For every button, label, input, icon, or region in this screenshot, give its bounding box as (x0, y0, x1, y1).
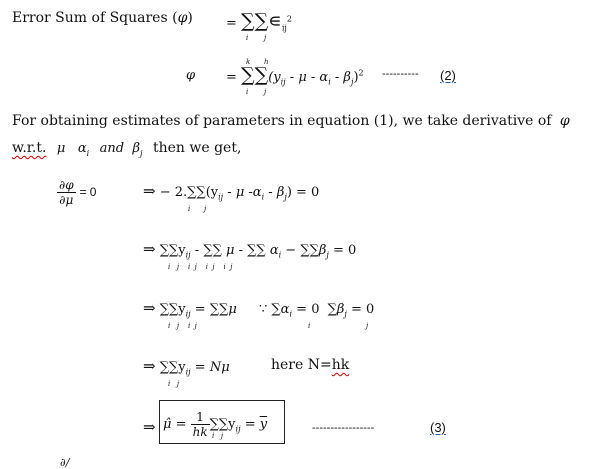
beta-sub: j (140, 148, 143, 158)
sub-i: i (289, 309, 293, 319)
phi-symbol: φ (177, 10, 188, 26)
fraction-numerator: 1 (191, 410, 210, 425)
tail-text: then we get, (152, 140, 242, 156)
sub-j: j (350, 77, 354, 87)
paragraph-text: For obtaining estimates of parameters in equation (1), we take derivative of (12, 113, 552, 129)
because-symbol: ∵ (258, 302, 268, 317)
paragraph-line-1 (12, 113, 570, 129)
step-2-equation (143, 240, 356, 260)
index-i: i (246, 88, 249, 96)
step-5-indices: i j (212, 432, 224, 440)
index-i: i (246, 34, 249, 42)
rhs-sum: − 2.∑∑(y (159, 185, 219, 200)
equation-number-2: (2) (440, 68, 456, 83)
and-word: and (99, 141, 125, 156)
implies-arrow: ⇒ (143, 299, 156, 317)
subscript-ij: ij (281, 23, 287, 33)
fraction-denominator: hk (192, 425, 208, 439)
sub-i: i (261, 192, 265, 202)
equals-zero: ) = 0 (286, 185, 320, 200)
error-sum-label (12, 10, 193, 26)
implies-arrow: ⇒ (143, 418, 156, 436)
dash-leader: ----------------- (312, 422, 375, 434)
phi-symbol: φ (559, 113, 570, 129)
sub-j: j (326, 250, 329, 260)
equals-zero: = 0 (346, 302, 375, 317)
equals-zero: = 0 (79, 185, 97, 199)
here-n-equals-hk (271, 357, 349, 373)
implies-arrow: ⇒ (143, 240, 156, 258)
hk-text: hk (331, 357, 350, 373)
sum-mu: = ∑∑μ (190, 302, 237, 317)
label-text: Error Sum of Squares ( (12, 10, 178, 26)
sub-ij: ij (185, 309, 191, 319)
step-4-indices: i j (168, 380, 180, 388)
y-term: (y (268, 70, 281, 85)
sum-epsilon: ∑∑∊ (241, 10, 282, 32)
equals-zero: = 0 (292, 302, 320, 317)
equals-sign: = (171, 417, 191, 432)
fraction-numerator: ∂φ (59, 178, 74, 192)
double-sum: ∑∑ (241, 64, 269, 86)
derivative-rhs (143, 182, 319, 202)
index-i: i (188, 205, 191, 213)
sum-y: ∑∑y (209, 417, 236, 432)
dash-leader: ---------- (382, 68, 419, 80)
beta-term: - β (264, 185, 285, 200)
index-j: j (204, 205, 207, 213)
mu-hat: μ̂ (163, 417, 172, 432)
fraction (57, 178, 76, 207)
sub-i: i (328, 77, 331, 87)
step-4-equation (143, 357, 230, 377)
cut-off-partial: ∂/ (60, 456, 70, 469)
y-bar: $\overline{y}$ (259, 417, 268, 432)
equals-sign: = (240, 417, 260, 432)
sum-mu-alpha: - ∑∑ μ - ∑∑ α (190, 243, 279, 258)
superscript-2: 2 (286, 14, 292, 24)
sub-j: j (284, 192, 287, 202)
equals-sign: = (226, 70, 237, 85)
wrt-text: w.r.t. (12, 140, 47, 156)
step-2-indices: i j i j i j i j (168, 263, 233, 271)
sub-ij: ij (185, 250, 191, 260)
sum-alpha: ∑α (271, 302, 290, 317)
sum-y: ∑∑y (159, 302, 186, 317)
implies-arrow: ⇒ (143, 357, 156, 375)
phi-formula (226, 64, 364, 87)
sub-ij: ij (185, 367, 191, 377)
equation-number-3: (3) (430, 420, 446, 435)
step-3-equation (143, 299, 374, 319)
n-mu: = Nμ (190, 360, 230, 375)
close-paren: ) (187, 10, 193, 26)
close-paren: ) (353, 70, 359, 85)
upper-h: h (264, 58, 269, 66)
upper-k: k (246, 58, 251, 66)
sub-j: j (344, 309, 347, 319)
fraction-denominator: ∂μ (59, 193, 74, 207)
beta-symbol: β (132, 141, 141, 156)
alpha-symbol: α (77, 141, 87, 156)
partial-fraction (57, 178, 96, 207)
sub-ij: ij (280, 77, 286, 87)
equals-sign: = (226, 16, 237, 31)
index-j: j (264, 34, 267, 42)
sum-beta: ∑β (327, 302, 345, 317)
implies-arrow: ⇒ (143, 182, 156, 200)
sub-ij: ij (218, 192, 224, 202)
step-3-indices: i j i j (168, 322, 197, 330)
sum-beta: − ∑∑β (281, 243, 327, 258)
sum-y: ∑∑y (159, 243, 186, 258)
sub-ij: ij (235, 424, 241, 434)
step-3-index-i: i (308, 322, 311, 330)
index-j: j (264, 88, 267, 96)
step-3-index-j: j (366, 322, 369, 330)
sum-y: ∑∑y (159, 360, 186, 375)
beta-term: - β (330, 70, 351, 85)
phi-lhs: φ (186, 68, 196, 83)
paragraph-line-2 (12, 140, 241, 158)
one-over-hk (191, 410, 210, 439)
equals-zero: = 0 (328, 243, 357, 258)
here-text: here N= (271, 357, 332, 373)
mu-symbol: μ (56, 141, 66, 156)
error-sum-formula (226, 10, 292, 33)
alpha-sub: i (86, 148, 90, 158)
mu-alpha: - μ -α (223, 185, 262, 200)
sup-2: 2 (358, 68, 364, 78)
mu-alpha: - μ - α (285, 70, 329, 85)
sub-i: i (278, 250, 282, 260)
